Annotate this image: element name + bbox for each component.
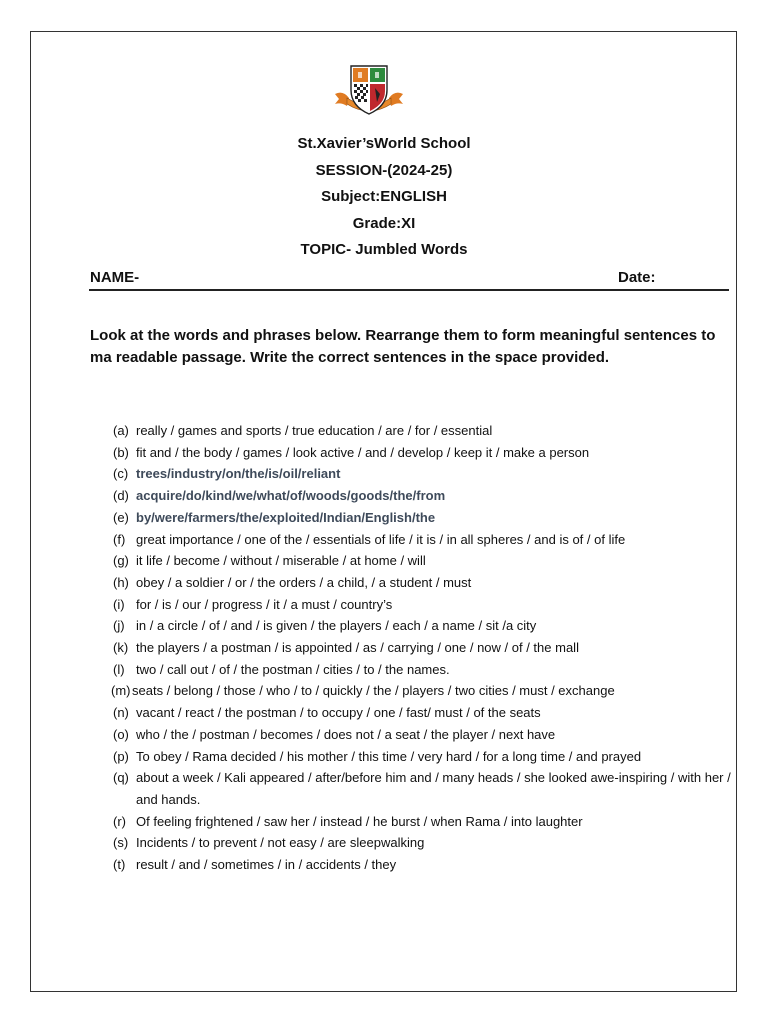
item-text: in / a circle / of / and / is given / the players / each / a name / sit /a city [136, 618, 537, 634]
item-marker: (s) [113, 835, 129, 851]
name-label: NAME- [90, 269, 140, 286]
item-text: acquire/do/kind/we/what/of/woods/goods/the/from [136, 488, 446, 504]
list-item [113, 637, 733, 659]
item-text: the players / a postman / is appointed / as / carrying / one / now / of / the mall [136, 640, 579, 656]
list-item [113, 724, 733, 746]
list-item [113, 746, 733, 768]
list-item [113, 420, 733, 442]
item-text: by/were/farmers/the/exploited/Indian/English/the [136, 509, 436, 525]
item-marker: (q) [113, 770, 129, 786]
item-marker: (c) [113, 466, 129, 482]
list-item [113, 572, 733, 594]
school-name: St.Xavier’sWorld School [297, 135, 471, 152]
item-marker: (i) [113, 596, 125, 612]
grade-line: Grade:XI [352, 215, 416, 232]
list-item [113, 529, 733, 551]
item-marker: (j) [113, 618, 125, 634]
list-item [113, 702, 733, 724]
item-text: result / and / sometimes / in / accidents / they [136, 857, 397, 873]
list-item [113, 615, 733, 637]
list-item [113, 442, 733, 464]
list-item [113, 594, 733, 616]
topic-line: TOPIC- Jumbled Words [300, 241, 468, 258]
item-marker: (n) [113, 705, 129, 721]
item-marker: (d) [113, 488, 129, 504]
jumbled-items-list [113, 420, 733, 876]
item-marker: (l) [113, 661, 125, 677]
item-marker: (k) [113, 640, 129, 656]
name-underline [89, 289, 729, 291]
item-text: Incidents / to prevent / not easy / are sleepwalking [136, 835, 425, 851]
item-marker: (m) [111, 683, 131, 699]
item-text: for / is / our / progress / it / a must / country’s [136, 596, 393, 612]
item-text: really / games and sports / true education / are / for / essential [136, 423, 493, 438]
item-text: fit and / the body / games / look active / and / develop / keep it / make a person [136, 444, 590, 460]
item-marker: (h) [113, 574, 129, 590]
list-item [113, 811, 733, 833]
instructions: Look at the words and phrases below. Rearrange them to form meaningful sentences to ma readable passage. Write the correct sentences in the space provided. [90, 327, 716, 366]
list-item [113, 854, 733, 876]
list-item [113, 767, 733, 810]
list-item [113, 832, 733, 854]
list-item [113, 463, 733, 485]
school-crest-logo [333, 60, 405, 120]
item-marker: (p) [113, 748, 129, 764]
item-text: two / call out / of / the postman / cities / to / the names. [136, 661, 450, 677]
list-item [113, 680, 733, 702]
date-label: Date: [618, 269, 656, 286]
item-text: To obey / Rama decided / his mother / this time / very hard / for a long time / and prayed [136, 748, 642, 764]
list-item [113, 507, 733, 529]
item-text: it life / become / without / miserable / at home / will [136, 553, 426, 569]
item-marker: (o) [113, 726, 129, 742]
item-marker: (a) [113, 423, 129, 438]
item-text: Of feeling frightened / saw her / instead / he burst / when Rama / into laughter [136, 813, 583, 829]
item-marker: (g) [113, 553, 129, 569]
list-item [113, 485, 733, 507]
item-marker: (b) [113, 444, 129, 460]
item-text: who / the / postman / becomes / does not / a seat / the player / next have [136, 726, 556, 742]
item-marker: (r) [113, 813, 126, 829]
item-text: trees/industry/on/the/is/oil/reliant [136, 466, 341, 482]
list-item [113, 550, 733, 572]
item-text: seats / belong / those / who / to / quickly / the / players / two cities / must / exchange [132, 683, 615, 699]
item-text: about a week / Kali appeared / after/before him and / many heads / she looked awe-inspiring / with her / and hands. [136, 770, 731, 807]
item-text: vacant / react / the postman / to occupy / one / fast/ must / of the seats [136, 705, 541, 721]
subject-line: Subject:ENGLISH [321, 188, 447, 205]
item-marker: (e) [113, 509, 129, 525]
item-text: obey / a soldier / or / the orders / a child, / a student / must [136, 574, 472, 590]
item-marker: (f) [113, 531, 126, 547]
item-text: great importance / one of the / essentials of life / it is / in all spheres / and is of / of life [136, 531, 626, 547]
item-marker: (t) [113, 857, 126, 873]
list-item [113, 659, 733, 681]
session-line: SESSION-(2024-25) [315, 162, 453, 179]
